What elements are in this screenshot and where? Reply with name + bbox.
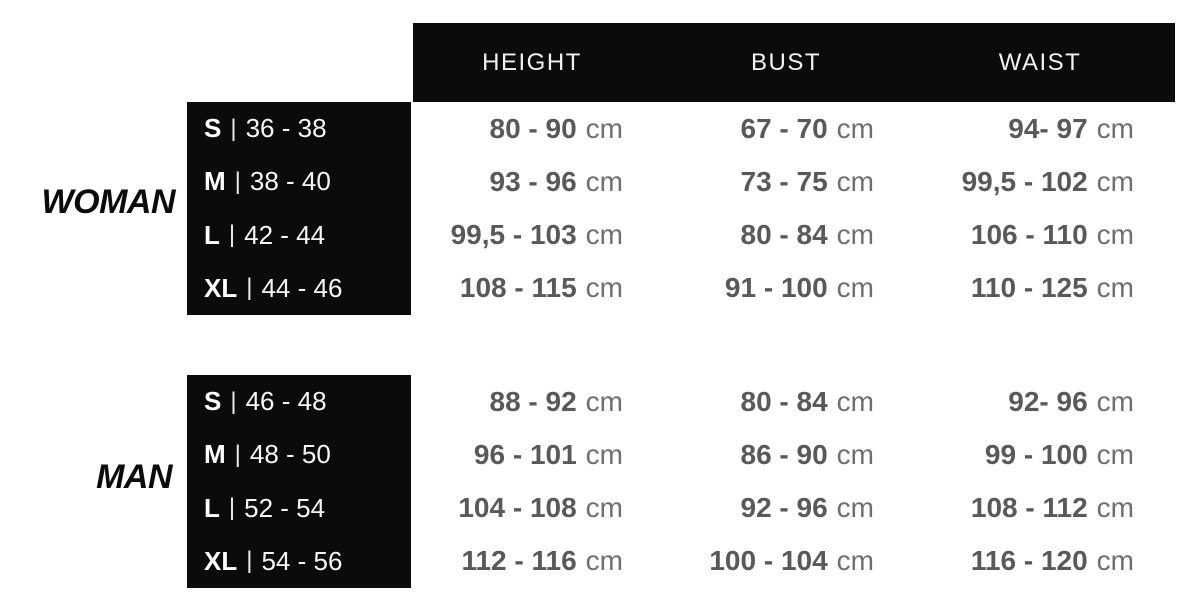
woman-size-row-xl bbox=[187, 262, 411, 315]
size-letter: L bbox=[204, 492, 220, 523]
size-separator: | bbox=[246, 547, 253, 575]
column-header-height: HEIGHT bbox=[482, 48, 582, 76]
woman-m-waist bbox=[921, 155, 1175, 208]
value: 99,5 - 102 bbox=[961, 165, 1088, 197]
value: 110 - 125 bbox=[970, 272, 1088, 304]
value: 99 - 100 bbox=[984, 438, 1088, 470]
man-measurements-grid bbox=[413, 375, 1175, 588]
unit-label: cm bbox=[1096, 165, 1134, 197]
size-letter: M bbox=[204, 166, 226, 197]
size-range: 48 - 50 bbox=[249, 439, 331, 470]
size-letter: S bbox=[204, 386, 222, 417]
size-separator: | bbox=[234, 440, 241, 468]
woman-xl-bust bbox=[667, 262, 921, 315]
size-range: 44 - 46 bbox=[261, 272, 343, 303]
value: 96 - 101 bbox=[473, 438, 577, 470]
size-range: 42 - 44 bbox=[244, 219, 326, 250]
unit-label: cm bbox=[836, 165, 874, 197]
woman-m-height bbox=[413, 155, 667, 208]
man-s-bust bbox=[667, 375, 921, 428]
man-l-waist bbox=[921, 482, 1175, 535]
unit-label: cm bbox=[1096, 219, 1134, 251]
unit-label: cm bbox=[1096, 545, 1134, 577]
man-size-box bbox=[187, 375, 411, 588]
value: 108 - 115 bbox=[459, 272, 577, 304]
man-xl-height bbox=[413, 535, 667, 588]
unit-label: cm bbox=[585, 272, 623, 304]
size-range: 46 - 48 bbox=[245, 386, 327, 417]
unit-label: cm bbox=[1096, 272, 1134, 304]
size-letter: M bbox=[204, 439, 226, 470]
column-header-waist: WAIST bbox=[998, 48, 1082, 76]
man-s-height bbox=[413, 375, 667, 428]
column-header-bust: BUST bbox=[750, 48, 821, 76]
size-separator: | bbox=[230, 387, 237, 415]
man-xl-bust bbox=[667, 535, 921, 588]
group-label-woman: WOMAN bbox=[41, 183, 175, 221]
value: 67 - 70 bbox=[740, 112, 828, 144]
woman-m-bust bbox=[667, 155, 921, 208]
unit-label: cm bbox=[836, 219, 874, 251]
value: 106 - 110 bbox=[970, 219, 1088, 251]
unit-label: cm bbox=[836, 385, 874, 417]
value: 100 - 104 bbox=[709, 545, 828, 577]
man-size-row-m bbox=[187, 428, 411, 481]
unit-label: cm bbox=[585, 385, 623, 417]
man-xl-waist bbox=[921, 535, 1175, 588]
unit-label: cm bbox=[585, 165, 623, 197]
value: 104 - 108 bbox=[458, 492, 577, 524]
unit-label: cm bbox=[1096, 112, 1134, 144]
size-range: 52 - 54 bbox=[244, 492, 326, 523]
woman-size-row-s bbox=[187, 102, 411, 155]
unit-label: cm bbox=[1096, 438, 1134, 470]
value: 99,5 - 103 bbox=[450, 219, 577, 251]
woman-xl-height bbox=[413, 262, 667, 315]
man-m-height bbox=[413, 428, 667, 481]
measurement-header-bar bbox=[413, 23, 1175, 102]
man-size-row-s bbox=[187, 375, 411, 428]
value: 92 - 96 bbox=[740, 492, 828, 524]
value: 92- 96 bbox=[1008, 385, 1088, 417]
size-separator: | bbox=[230, 114, 237, 142]
unit-label: cm bbox=[836, 112, 874, 144]
value: 86 - 90 bbox=[740, 438, 828, 470]
unit-label: cm bbox=[585, 219, 623, 251]
value: 116 - 120 bbox=[970, 545, 1088, 577]
unit-label: cm bbox=[836, 545, 874, 577]
man-size-row-l bbox=[187, 482, 411, 535]
woman-measurements-grid bbox=[413, 102, 1175, 315]
woman-l-waist bbox=[921, 209, 1175, 262]
value: 112 - 116 bbox=[461, 545, 577, 577]
group-label-man: MAN bbox=[96, 458, 172, 496]
value: 94- 97 bbox=[1008, 112, 1088, 144]
woman-s-waist bbox=[921, 102, 1175, 155]
size-separator: | bbox=[228, 494, 236, 522]
man-s-waist bbox=[921, 375, 1175, 428]
woman-s-bust bbox=[667, 102, 921, 155]
value: 73 - 75 bbox=[740, 165, 828, 197]
value: 108 - 112 bbox=[970, 492, 1088, 524]
value: 80 - 90 bbox=[489, 112, 577, 144]
woman-l-bust bbox=[667, 209, 921, 262]
man-m-waist bbox=[921, 428, 1175, 481]
size-letter: L bbox=[204, 219, 220, 250]
size-range: 54 - 56 bbox=[261, 545, 343, 576]
value: 80 - 84 bbox=[740, 385, 828, 417]
unit-label: cm bbox=[836, 438, 874, 470]
unit-label: cm bbox=[585, 438, 623, 470]
size-letter: XL bbox=[204, 272, 238, 303]
size-letter: XL bbox=[204, 545, 238, 576]
woman-xl-waist bbox=[921, 262, 1175, 315]
woman-l-height bbox=[413, 209, 667, 262]
man-l-height bbox=[413, 482, 667, 535]
value: 93 - 96 bbox=[489, 165, 577, 197]
man-m-bust bbox=[667, 428, 921, 481]
size-separator: | bbox=[246, 274, 253, 302]
woman-size-row-l bbox=[187, 209, 411, 262]
size-separator: | bbox=[228, 221, 236, 249]
unit-label: cm bbox=[585, 112, 623, 144]
value: 80 - 84 bbox=[740, 219, 828, 251]
man-l-bust bbox=[667, 482, 921, 535]
unit-label: cm bbox=[836, 272, 874, 304]
unit-label: cm bbox=[836, 492, 874, 524]
unit-label: cm bbox=[585, 492, 623, 524]
man-size-row-xl bbox=[187, 535, 411, 588]
value: 91 - 100 bbox=[724, 272, 828, 304]
woman-size-row-m bbox=[187, 155, 411, 208]
size-letter: S bbox=[204, 113, 222, 144]
woman-size-box bbox=[187, 102, 411, 315]
woman-s-height bbox=[413, 102, 667, 155]
value: 88 - 92 bbox=[489, 385, 577, 417]
unit-label: cm bbox=[585, 545, 623, 577]
unit-label: cm bbox=[1096, 385, 1134, 417]
size-range: 36 - 38 bbox=[245, 113, 327, 144]
size-separator: | bbox=[234, 167, 241, 195]
unit-label: cm bbox=[1096, 492, 1134, 524]
size-range: 38 - 40 bbox=[249, 166, 331, 197]
